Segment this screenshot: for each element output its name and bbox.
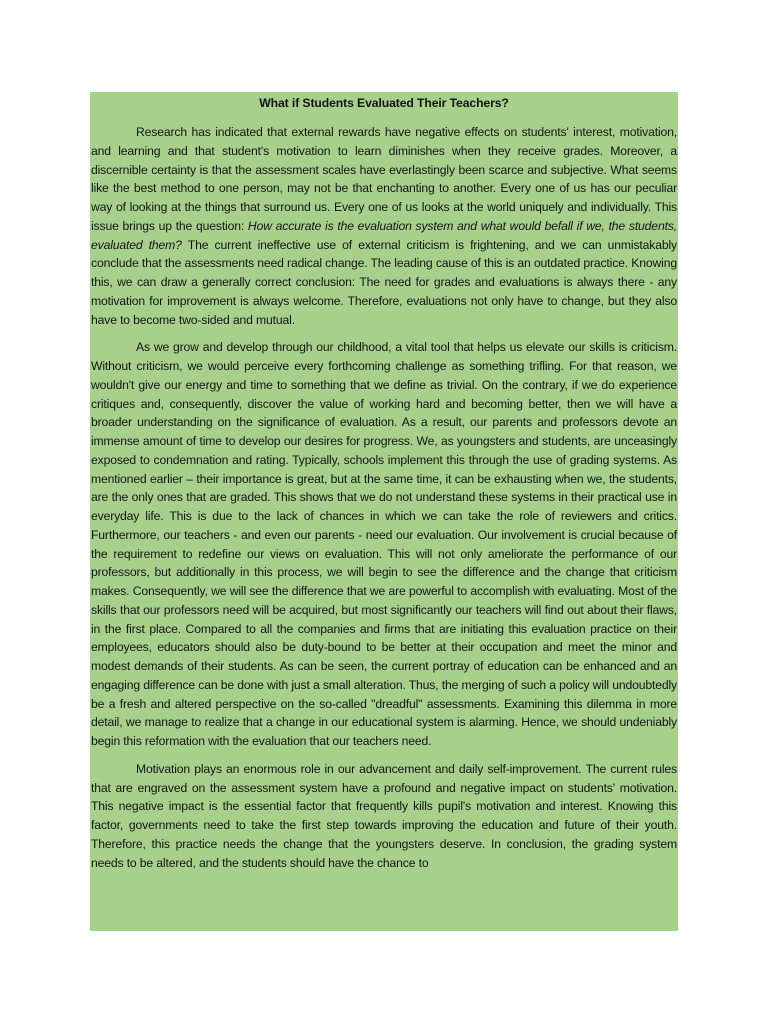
paragraph-1 bbox=[91, 123, 677, 329]
document-title: What if Students Evaluated Their Teachers? bbox=[259, 96, 509, 110]
paragraph-1-continuation: The current ineffective use of external criticism is frightening, and we can unmistakably conclude that the assessments need radical change. The leading cause of this is an outdated practice. Knowing this, we can draw a generally correct conclusion: The need for grades and evaluations is always there - any motivation for improvement is always welcome. Therefore, evaluations not only have to change, but they also have to become two-sided and mutual. bbox=[91, 237, 677, 327]
paragraph-1-question: How accurate is the evaluation system and what would befall if we, the students, evaluated them? bbox=[91, 218, 677, 252]
paragraph-3: Motivation plays an enormous role in our advancement and daily self-improvement. The current rules that are engraved on the assessment system have a profound and negative impact on students' motivation. This negative impact is the essential factor that frequently kills pupil's motivation and interest. Knowing this factor, governments need to take the first step towards improving the education and future of their youth. Therefore, this practice needs the change that the youngsters deserve. In conclusion, the grading system needs to be altered, and the students should have the chance to bbox=[91, 761, 677, 870]
paragraph-1-text: Research has indicated that external rewards have negative effects on students' interest, motivation, and learning and that student's motivation to learn diminishes when they receive grades. Moreover, a discernible certainty is that the assessment scales have everlastingly been scarce and subjective. What seems like the best method to one person, may not be that enchanting to another. Every one of us has our peculiar way of looking at the things that surround us. Every one of us looks at the world uniquely and individually. This issue brings up the question: bbox=[91, 125, 677, 233]
paragraph-2: As we grow and develop through our childhood, a vital tool that helps us elevate our skills is criticism. Without criticism, we would perceive every forthcoming challenge as something trifling. For that reason, we wouldn't give our energy and time to something that we define as trivial. On the contrary, if we do experience critiques and, consequently, discover the value of working hard and becoming better, then we will have a broader understanding on the significance of evaluation. As a result, our parents and professors devote an immense amount of time to develop our desires for progress. We, as youngsters and students, are unceasingly exposed to condemnation and rating. Typically, schools implement this through the use of grading systems. As mentioned earlier – their importance is great, but at the same time, it can be exhausting when we, the students, are the only ones that are graded. This shows that we do not understand these systems in their practical use in everyday life. This is due to the lack of chances in which we can take the role of reviewers and critics. Furthermore, our teachers - and even our parents - need our evaluation. Our involvement is crucial because of the requirement to redefine our views on evaluation. This will not only ameliorate the performance of our professors, but additionally in this process, we will begin to see the difference and the change that criticism makes. Consequently, we will see the difference that we are powerful to accomplish with evaluating. Most of the skills that our professors need will be acquired, but most significantly our teachers will find out about their flaws, in the first place. Compared to all the companies and firms that are initiating this evaluation practice on their employees, educators should also be duty-bound to be better at their occupation and meet the minor and modest demands of their students. As can be seen, the current portray of education can be enhanced and an engaging difference can be done with just a small alteration. Thus, the merging of such a policy will undoubtedly be a fresh and altered perspective on the so-called "dreadful" assessments. Examining this dilemma in more detail, we manage to realize that a change in our educational system is alarming. Hence, we should undeniably begin this reformation with the evaluation that our teachers need. bbox=[91, 340, 677, 748]
document-page bbox=[90, 92, 678, 931]
